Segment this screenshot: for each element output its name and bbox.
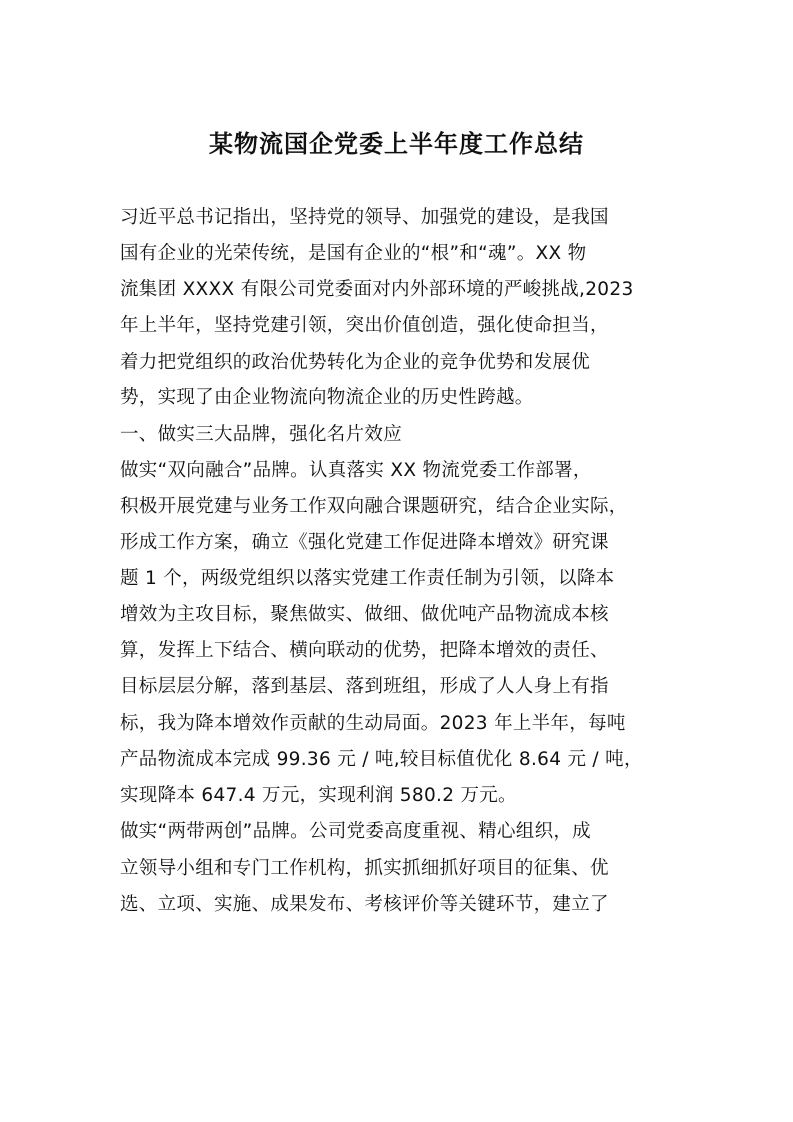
body-line: 积极开展党建与业务工作双向融合课题研究，结合企业实际， [120,496,628,517]
body-line: 做实“两带两创”品牌。公司党委高度重视、精心组织，成 [120,821,591,842]
body-line: 标，我为降本增效作贡献的生动局面。2023 年上半年，每吨 [120,713,626,734]
document-title: 某物流国企党委上半年度工作总结 [209,130,584,158]
body-line: 习近平总书记指出，坚持党的领导、加强党的建设，是我国 [120,207,609,228]
body-line: 题 1 个，两级党组织以落实党建工作责任制为引领，以降本 [120,568,615,589]
body-line: 势，实现了由企业物流向物流企业的历史性跨越。 [120,387,534,408]
body-line: 着力把党组织的政治优势转化为企业的竞争优势和发展优 [120,352,591,373]
body-line: 增效为主攻目标，聚焦做实、做细、做优吨产品物流成本核 [120,604,609,625]
body-line: 流集团 XXXX 有限公司党委面对内外部环境的严峻挑战,2023 [120,279,634,300]
section-heading: 一、做实三大品牌，强化名片效应 [120,424,403,445]
body-line: 目标层层分解，落到基层、落到班组，形成了人人身上有指 [120,676,609,697]
body-line: 形成工作方案，确立《强化党建工作促进降本增效》研究课 [120,532,609,553]
body-line: 算，发挥上下结合、横向联动的优势，把降本增效的责任、 [120,640,609,661]
body-line: 国有企业的光荣传统，是国有企业的“根”和“魂”。XX 物 [120,243,587,264]
body-line: 立领导小组和专门工作机构，抓实抓细抓好项目的征集、优 [120,858,609,879]
body-line: 选、立项、实施、成果发布、考核评价等关键环节，建立了 [120,894,609,915]
body-line: 年上半年，坚持党建引领，突出价值创造，强化使命担当， [120,315,609,336]
body-line: 做实“双向融合”品牌。认真落实 XX 物流党委工作部署， [120,460,592,481]
body-line: 产品物流成本完成 99.36 元 / 吨,较目标值优化 8.64 元 / 吨， [120,749,643,770]
body-line: 实现降本 647.4 万元，实现利润 580.2 万元。 [120,785,517,806]
